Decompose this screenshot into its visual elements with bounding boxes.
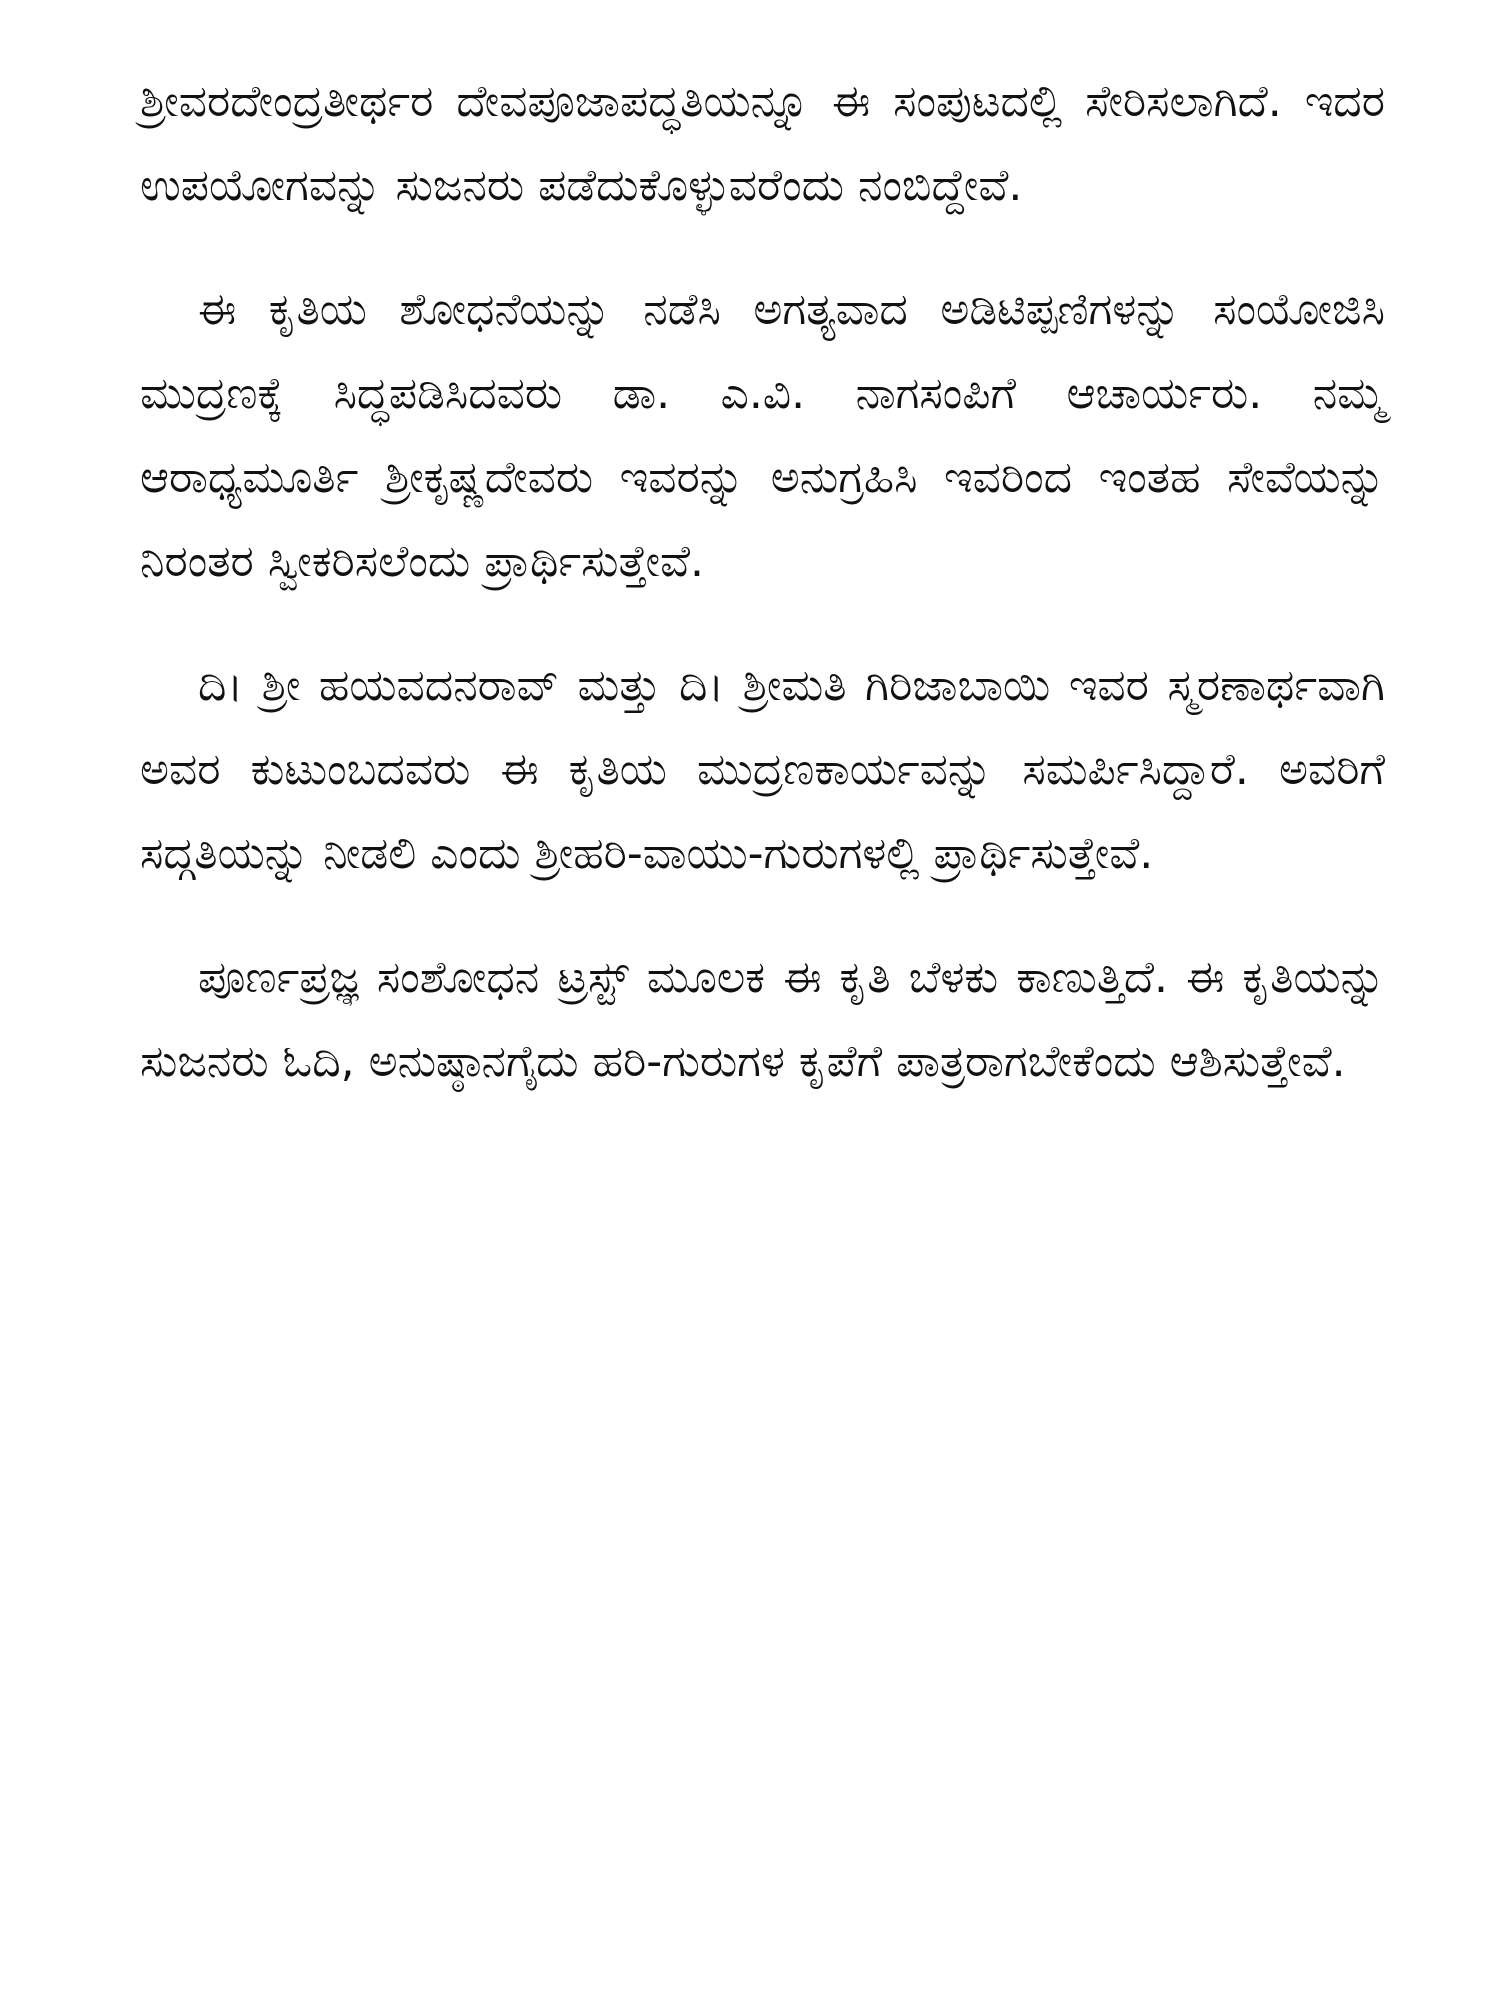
paragraph-3: ದಿ। ಶ್ರೀ ಹಯವದನರಾವ್ ಮತ್ತು ದಿ। ಶ್ರೀಮತಿ ಗಿರಿಜಾಬಾಯಿ ಇವರ ಸ್ಮರಣಾರ್ಥವಾಗಿ ಅವರ ಕುಟುಂಬದವರು ಈ ಕೃತಿಯ ಮುದ್ರಣಕಾರ್ಯವನ್ನು ಸಮರ್ಪಿಸಿದ್ದಾರೆ. ಅವರಿಗೆ ಸದ್ಗತಿಯನ್ನು ನೀಡಲಿ ಎಂದು ಶ್ರೀಹರಿ-ವಾಯು-ಗುರುಗಳಲ್ಲಿ ಪ್ರಾರ್ಥಿಸುತ್ತೇವೆ.	[140, 660, 1385, 879]
paragraph-2: ಈ ಕೃತಿಯ ಶೋಧನೆಯನ್ನು ನಡೆಸಿ ಅಗತ್ಯವಾದ ಅಡಿಟಿಪ್ಪಣಿಗಳನ್ನು ಸಂಯೋಜಿಸಿ ಮುದ್ರಣಕ್ಕೆ ಸಿದ್ಧಪಡಿಸಿದವರು ಡಾ. ಎ.ವಿ. ನಾಗಸಂಪಿಗೆ ಆಚಾರ್ಯರು. ನಮ್ಮ ಆರಾಧ್ಯಮೂರ್ತಿ ಶ್ರೀಕೃಷ್ಣದೇವರು ಇವರನ್ನು ಅನುಗ್ರಹಿಸಿ ಇವರಿಂದ ಇಂತಹ ಸೇವೆಯನ್ನು ನಿರಂತರ ಸ್ವೀಕರಿಸಲೆಂದು ಪ್ರಾರ್ಥಿಸುತ್ತೇವೆ.	[140, 284, 1385, 587]
document-body	[140, 60, 1385, 1144]
paragraph-1: ಶ್ರೀವರದೇಂದ್ರತೀರ್ಥರ ದೇವಪೂಜಾಪದ್ಧತಿಯನ್ನೂ ಈ ಸಂಪುಟದಲ್ಲಿ ಸೇರಿಸಲಾಗಿದೆ. ಇದರ ಉಪಯೋಗವನ್ನು ಸುಜನರು ಪಡೆದುಕೊಳ್ಳುವರೆಂದು ನಂಬಿದ್ದೇವೆ.	[140, 76, 1385, 211]
paragraph-4: ಪೂರ್ಣಪ್ರಜ್ಞ ಸಂಶೋಧನ ಟ್ರಸ್ಟ್ ಮೂಲಕ ಈ ಕೃತಿ ಬೆಳಕು ಕಾಣುತ್ತಿದೆ. ಈ ಕೃತಿಯನ್ನು ಸುಜನರು ಓದಿ, ಅನುಷ್ಠಾನಗೈದು ಹರಿ-ಗುರುಗಳ ಕೃಪೆಗೆ ಪಾತ್ರರಾಗಬೇಕೆಂದು ಆಶಿಸುತ್ತೇವೆ.	[140, 952, 1385, 1087]
